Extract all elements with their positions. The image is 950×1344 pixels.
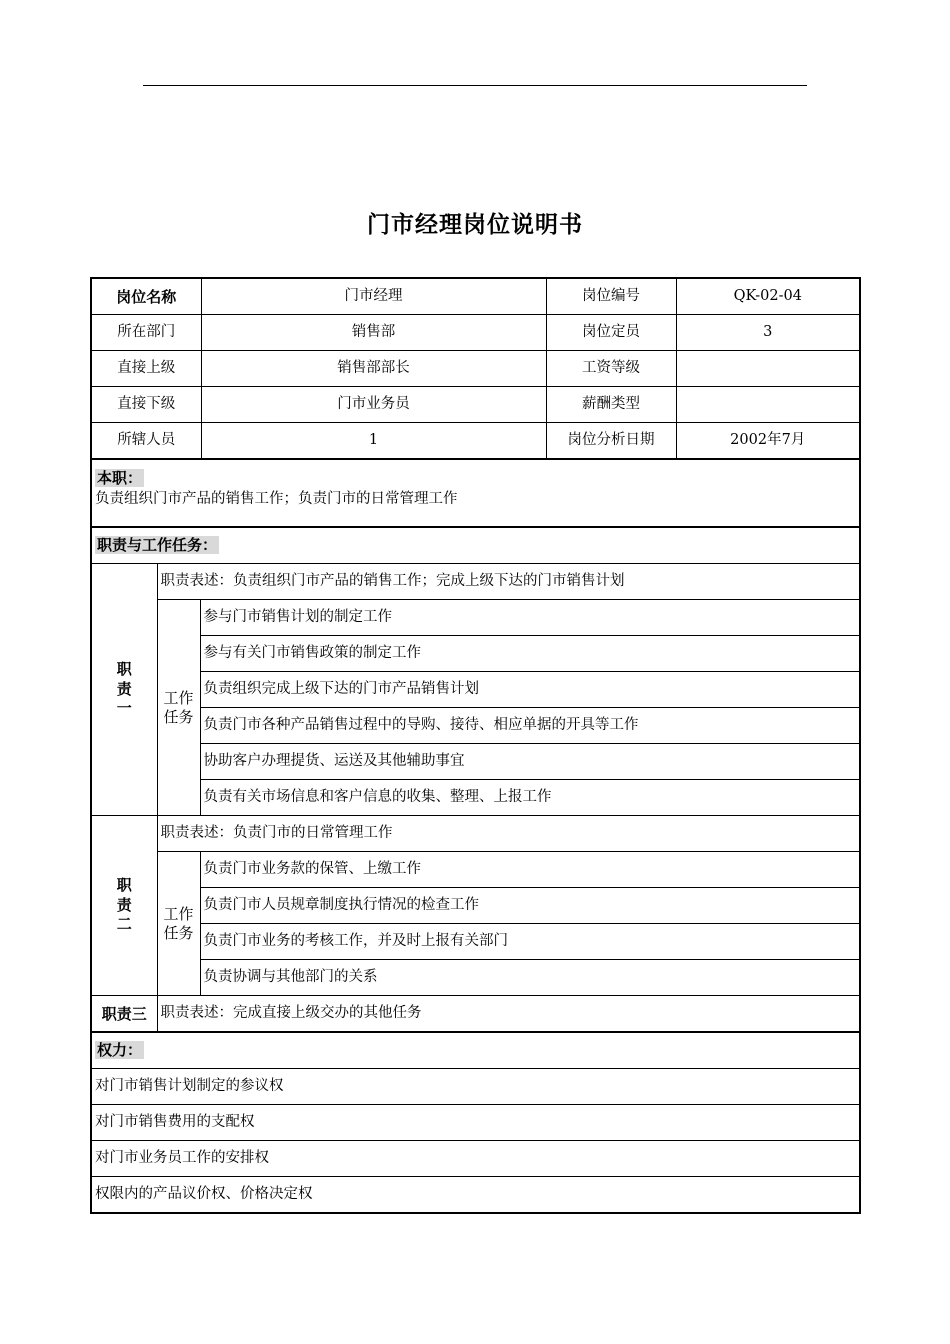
header-rule [143, 85, 807, 86]
duty1-task-label: 工作任务 [157, 600, 200, 816]
table-row [91, 996, 860, 1033]
info-value [676, 387, 860, 423]
summary-cell [91, 459, 860, 527]
table-row [91, 852, 860, 888]
info-value: 门市经理 [201, 278, 546, 315]
powers-heading: 权力： [97, 1040, 143, 1059]
power-item: 对门市销售计划制定的参议权 [91, 1069, 860, 1105]
summary-label: 本职： [97, 469, 143, 487]
duty1-task: 负责有关市场信息和客户信息的收集、整理、上报工作 [200, 780, 860, 816]
duty1-task: 参与有关门市销售政策的制定工作 [200, 636, 860, 672]
info-value [676, 351, 860, 387]
duty1-label: 职责一 [91, 564, 157, 816]
table-row [91, 423, 860, 460]
duty3-statement: 职责表述：完成直接上级交办的其他任务 [157, 996, 860, 1033]
power-item: 权限内的产品议价权、价格决定权 [91, 1177, 860, 1214]
table-row [91, 315, 860, 351]
duty2-task: 负责门市人员规章制度执行情况的检查工作 [200, 888, 860, 924]
power-item: 对门市销售费用的支配权 [91, 1105, 860, 1141]
table-row [91, 780, 860, 816]
duty2-task: 负责协调与其他部门的关系 [200, 960, 860, 996]
duty2-task: 负责门市业务款的保管、上缴工作 [200, 852, 860, 888]
info-label: 岗位分析日期 [546, 423, 676, 460]
powers-heading-cell [91, 1032, 860, 1069]
duty2-statement: 职责表述：负责门市的日常管理工作 [157, 816, 860, 852]
duties-heading: 职责与工作任务： [97, 535, 218, 554]
info-value: 销售部 [201, 315, 546, 351]
table-row [91, 600, 860, 636]
info-label: 岗位名称 [91, 278, 201, 315]
table-row [91, 924, 860, 960]
table-row [91, 960, 860, 996]
duty1-task: 协助客户办理提货、运送及其他辅助事宜 [200, 744, 860, 780]
info-value: 1 [201, 423, 546, 460]
info-label: 直接上级 [91, 351, 201, 387]
info-label: 薪酬类型 [546, 387, 676, 423]
info-value: 2002年7月 [676, 423, 860, 460]
duty1-statement: 职责表述：负责组织门市产品的销售工作；完成上级下达的门市销售计划 [157, 564, 860, 600]
duties-table [90, 458, 861, 1214]
table-row [91, 387, 860, 423]
table-row [91, 564, 860, 600]
summary-row [91, 459, 860, 527]
duty2-label: 职责二 [91, 816, 157, 996]
table-row [91, 1141, 860, 1177]
table-row [91, 888, 860, 924]
table-row [91, 278, 860, 315]
info-value: 3 [676, 315, 860, 351]
duty1-task: 负责门市各种产品销售过程中的导购、接待、相应单据的开具等工作 [200, 708, 860, 744]
info-value: 销售部部长 [201, 351, 546, 387]
info-label: 所在部门 [91, 315, 201, 351]
powers-heading-row [91, 1032, 860, 1069]
duties-heading-row [91, 527, 860, 564]
info-label: 岗位定员 [546, 315, 676, 351]
table-row [91, 708, 860, 744]
info-label: 直接下级 [91, 387, 201, 423]
duties-heading-cell [91, 527, 860, 564]
duty2-task-label: 工作任务 [157, 852, 200, 996]
table-row [91, 1177, 860, 1214]
info-value: QK-02-04 [676, 278, 860, 315]
job-info-table [90, 277, 861, 460]
table-row [91, 816, 860, 852]
info-label: 岗位编号 [546, 278, 676, 315]
page-title: 门市经理岗位说明书 [367, 212, 583, 238]
power-item: 对门市业务员工作的安排权 [91, 1141, 860, 1177]
table-row [91, 1105, 860, 1141]
table-row [91, 1069, 860, 1105]
duty1-task: 负责组织完成上级下达的门市产品销售计划 [200, 672, 860, 708]
table-row [91, 636, 860, 672]
info-value: 门市业务员 [201, 387, 546, 423]
table-row [91, 672, 860, 708]
duty3-label: 职责三 [91, 996, 157, 1033]
duty1-task: 参与门市销售计划的制定工作 [200, 600, 860, 636]
duty2-task: 负责门市业务的考核工作，并及时上报有关部门 [200, 924, 860, 960]
info-label: 工资等级 [546, 351, 676, 387]
table-row [91, 351, 860, 387]
table-row [91, 744, 860, 780]
summary-text: 负责组织门市产品的销售工作；负责门市的日常管理工作 [95, 490, 458, 507]
info-label: 所辖人员 [91, 423, 201, 460]
